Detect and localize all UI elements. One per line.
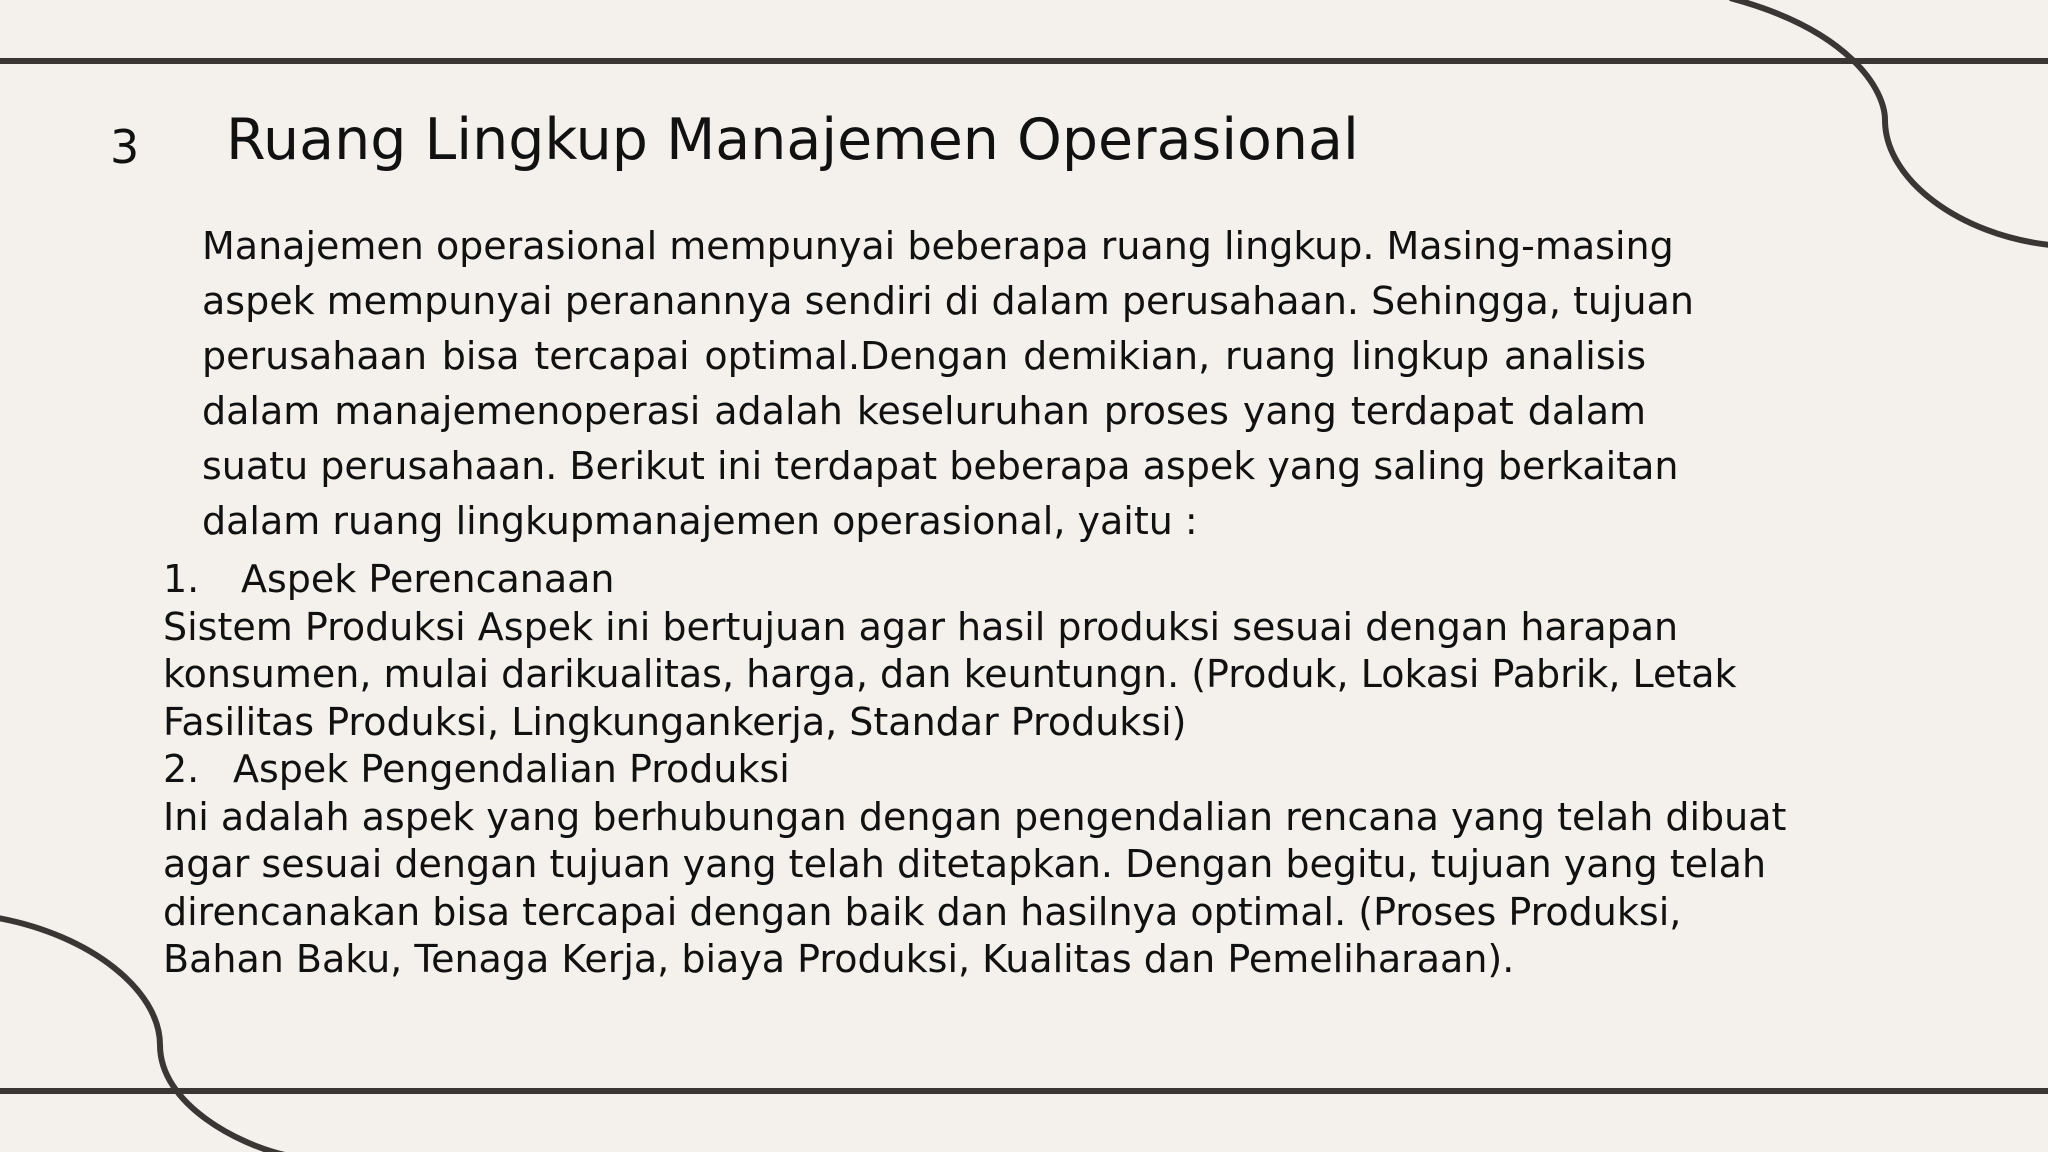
section-body-line: agar sesuai dengan tujuan yang telah ditetapkan. Dengan begitu, tujuan yang telah bbox=[163, 842, 1767, 886]
intro-line: perusahaan bisa tercapai optimal.Dengan demikian, ruang lingkup analisis bbox=[202, 334, 1646, 378]
intro-line: aspek mempunyai peranannya sendiri di dalam perusahaan. Sehingga, tujuan bbox=[202, 279, 1694, 323]
section-heading bbox=[163, 746, 1786, 794]
intro-line: suatu perusahaan. Berikut ini terdapat beberapa aspek yang saling berkaitan bbox=[202, 444, 1679, 488]
section-body-line: konsumen, mulai darikualitas, harga, dan keuntungn. (Produk, Lokasi Pabrik, Letak bbox=[163, 652, 1737, 696]
intro-line: Manajemen operasional mempunyai beberapa ruang lingkup. Masing-masing bbox=[202, 224, 1674, 268]
section-body-line: Fasilitas Produksi, Lingkungankerja, Standar Produksi) bbox=[163, 699, 1187, 744]
section-number: 1. bbox=[163, 557, 200, 601]
slide-number: 3 bbox=[110, 120, 140, 174]
section-heading-text: Aspek Pengendalian Produksi bbox=[233, 747, 790, 791]
slide-title: Ruang Lingkup Manajemen Operasional bbox=[226, 107, 1359, 173]
section-body-line: Ini adalah aspek yang berhubungan dengan pengendalian rencana yang telah dibuat bbox=[163, 794, 1787, 839]
section-number: 2. bbox=[163, 747, 200, 791]
intro-line: dalam manajemenoperasi adalah keseluruhan proses yang terdapat dalam bbox=[202, 389, 1646, 433]
section-aspek-pengendalian-produksi bbox=[163, 746, 1786, 984]
section-heading-text: Aspek Perencanaan bbox=[241, 557, 615, 601]
section-body-line: Bahan Baku, Tenaga Kerja, biaya Produksi, Kualitas dan Pemeliharaan). bbox=[163, 937, 1515, 981]
section-heading bbox=[163, 556, 1737, 604]
top-right-curve bbox=[1730, 0, 2048, 245]
intro-paragraph bbox=[202, 219, 1694, 549]
section-body-line: Sistem Produksi Aspek ini bertujuan agar hasil produksi sesuai dengan harapan bbox=[163, 604, 1679, 649]
intro-line: dalam ruang lingkupmanajemen operasional, yaitu : bbox=[202, 499, 1198, 543]
section-body-line: direncanakan bisa tercapai dengan baik dan hasilnya optimal. (Proses Produksi, bbox=[163, 889, 1682, 934]
section-aspek-perencanaan bbox=[163, 556, 1737, 746]
